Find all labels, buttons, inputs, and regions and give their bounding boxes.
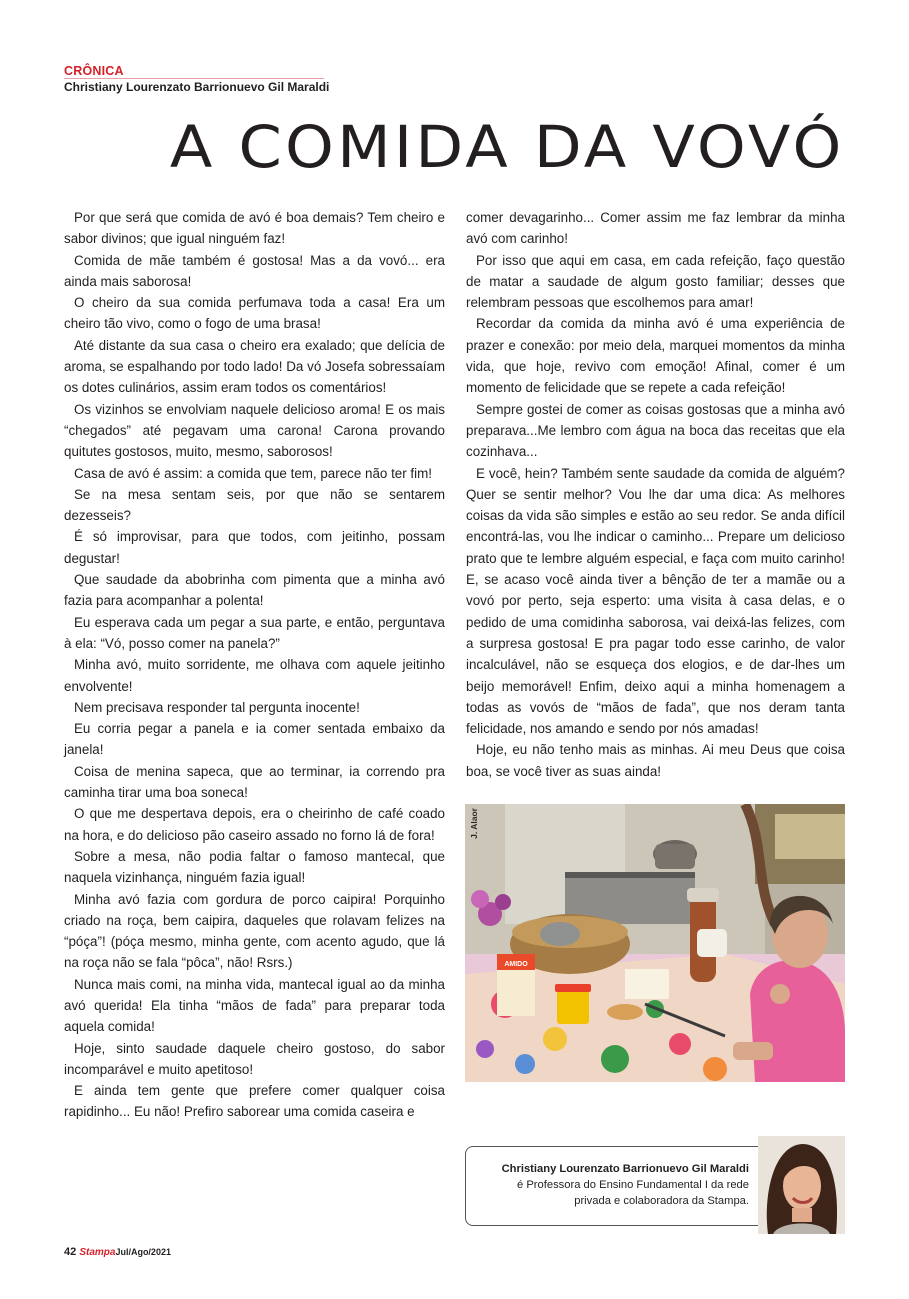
paragraph: O cheiro da sua comida perfumava toda a casa! Era um cheiro tão vivo, como o fogo de uma brasa! xyxy=(64,295,445,332)
header-rule xyxy=(64,78,324,79)
paragraph: É só improvisar, para que todos, com jeitinho, possam degustar! xyxy=(64,529,445,566)
footer-issue: Jul/Ago/2021 xyxy=(115,1247,171,1257)
paragraph: E você, hein? Também sente saudade da comida de alguém? Quer se sentir melhor? Vou lhe dar uma dica: As melhores coisas da vida são simples e estão ao seu redor. Se anda difícil encontrá-las, vou lhe indicar o caminho... Prepare um delicioso prato que te lembre alguém especial, e faça com muito carinho! E, se acaso você ainda tiver a bênção de ter a mamãe ou a vovó por perto, seja esperto: uma visita à casa delas, e o pedido de uma comidinha saborosa, vai deixá-las felizes, com a surpresa gostosa! E pra pagar todo esse carinho, de valor incalculável, não se esqueça dos elogios, e de dar-lhes um beijo memorável! Enfim, deixo aqui a minha homenagem a todas as vovós de “mãos de fada”, que nos deram tanta felicidade, nos amando e sendo por nós amadas! xyxy=(466,465,845,737)
page-footer xyxy=(64,1246,171,1258)
paragraph: Que saudade da abobrinha com pimenta que a minha avó fazia para acompanhar a polenta! xyxy=(64,572,445,609)
package-label: AMIDO xyxy=(504,961,528,968)
bio-author-name: Christiany Lourenzato Barrionuevo Gil Maraldi xyxy=(501,1163,749,1175)
paragraph: Sobre a mesa, não podia faltar o famoso mantecal, que naquela vizinhança, ninguém fazia igual! xyxy=(64,848,445,886)
paragraph: O que me despertava depois, era o cheirinho de café coado na hora, e do delicioso pão caseiro assado no forno lá de fora! xyxy=(64,806,445,843)
footer-brand: Stampa xyxy=(79,1247,116,1258)
page-number: 42 xyxy=(64,1246,77,1258)
paragraph: Se na mesa sentam seis, por que não se sentarem dezesseis? xyxy=(64,486,445,524)
paragraph: Eu corria pegar a panela e ia comer sentada embaixo da janela! xyxy=(64,721,445,758)
section-label: CRÔNICA xyxy=(64,64,124,78)
author-portrait-illustration xyxy=(758,1136,845,1234)
article-title: A COMIDA DA VOVÓ xyxy=(170,113,845,181)
kitchen-scene-illustration xyxy=(465,804,845,1082)
paragraph: E ainda tem gente que prefere comer qualquer coisa rapidinho... Eu não! Prefiro saborear uma comida caseira e xyxy=(64,1083,445,1120)
header-author: Christiany Lourenzato Barrionuevo Gil Maraldi xyxy=(64,80,330,94)
paragraph: Minha avó fazia com gordura de porco caipira! Porquinho criado na roça, bem caipira, daqueles que rolavam felizes na “póça”! (póça mesmo, minha gente, com acento agudo, que lá na roça não se fala “pôca”, não! Rsrs.) xyxy=(64,891,445,971)
bio-description: é Professora do Ensino Fundamental I da rede privada e colaboradora da Stampa. xyxy=(517,1179,749,1207)
article-right-column xyxy=(466,207,845,782)
article-left-column xyxy=(64,207,445,1123)
author-bio-box xyxy=(465,1146,761,1226)
paragraph: Recordar da comida da minha avó é uma experiência de prazer e conexão: por meio dela, marquei momentos da minha vida, que hoje, revivo com emoção! Afinal, comer é um momento de felicidade que se repete a cada refeição! xyxy=(466,316,845,396)
paragraph: Por que será que comida de avó é boa demais? Tem cheiro e sabor divinos; que igual ninguém faz! xyxy=(64,210,445,247)
paragraph: comer devagarinho... Comer assim me faz lembrar da minha avó com carinho! xyxy=(466,210,845,247)
paragraph: Coisa de menina sapeca, que ao terminar, ia correndo pra caminha tirar uma boa soneca! xyxy=(64,763,445,801)
paragraph: Nunca mais comi, na minha vida, mantecal igual ao da minha avó querida! Ela tinha “mãos de fada” para preparar toda aquela comida! xyxy=(64,976,445,1035)
paragraph: Hoje, sinto saudade daquele cheiro gostoso, do sabor incomparável e muito apetitoso! xyxy=(64,1040,445,1077)
article-photo xyxy=(465,804,845,1082)
paragraph: Eu esperava cada um pegar a sua parte, e então, perguntava à ela: “Vó, posso comer na panela?” xyxy=(64,614,445,651)
paragraph: Sempre gostei de comer as coisas gostosas que a minha avó preparava...Me lembro com água na boca das receitas que ela cozinhava... xyxy=(466,401,845,460)
author-avatar xyxy=(758,1136,845,1234)
paragraph: Os vizinhos se envolviam naquele delicioso aroma! E os mais “chegados” até pegavam uma carona! Carona provando quitutes gostosos, muito, mesmo, saborosos! xyxy=(64,401,445,460)
paragraph: Hoje, eu não tenho mais as minhas. Ai meu Deus que coisa boa, se você tiver as suas ainda! xyxy=(466,742,845,779)
photo-credit: J. Alaor xyxy=(469,808,479,839)
paragraph: Casa de avó é assim: a comida que tem, parece não ter fim! xyxy=(74,465,433,481)
paragraph: Comida de mãe também é gostosa! Mas a da vovó... era ainda mais saborosa! xyxy=(64,252,445,289)
paragraph: Minha avó, muito sorridente, me olhava com aquele jeitinho envolvente! xyxy=(64,657,445,694)
author-bio-text xyxy=(479,1161,749,1209)
paragraph: Até distante da sua casa o cheiro era exalado; que delícia de aroma, se espalhando por todo lado! Da vó Josefa sobressaíam os dotes culinários, assim eram todos os comentários! xyxy=(64,337,445,396)
paragraph: Nem precisava responder tal pergunta inocente! xyxy=(74,699,360,715)
paragraph: Por isso que aqui em casa, em cada refeição, faço questão de matar a saudade de algum gosto familiar; desses que relembram pessoas que escolhemos para amar! xyxy=(466,252,845,311)
